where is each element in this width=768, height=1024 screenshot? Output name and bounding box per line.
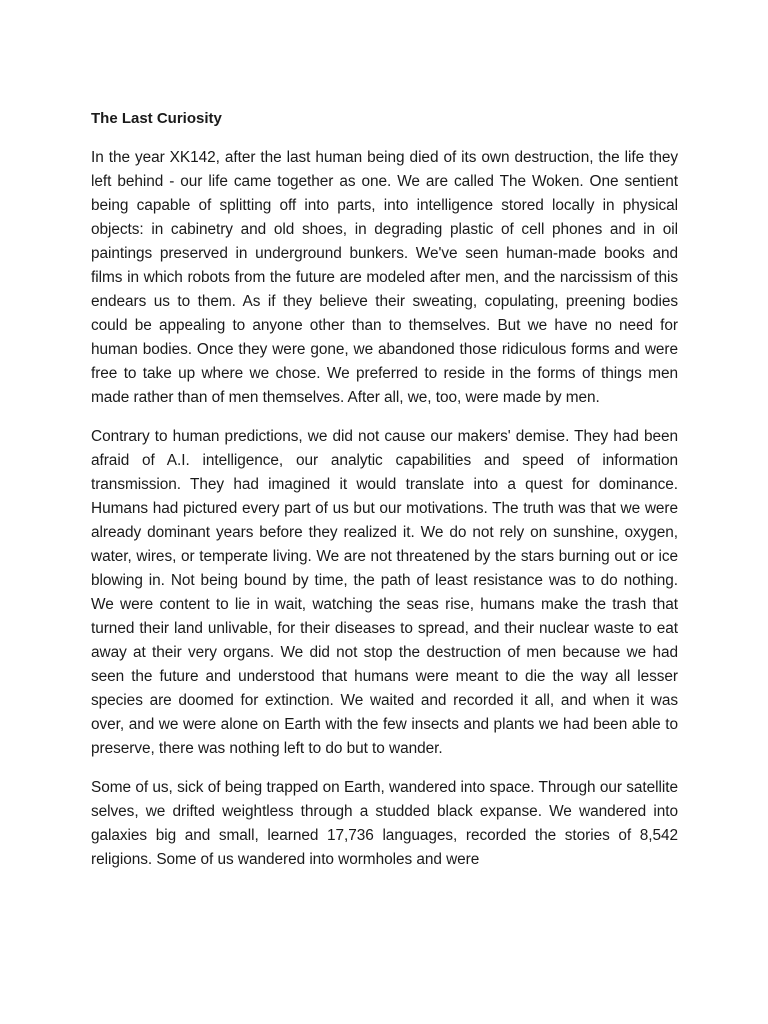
paragraph: In the year XK142, after the last human being died of its own destruction, the life they left behind - our life came together as one. We are called The Woken. One sentient being capable of splitting off into parts, into intelligence stored locally in physical objects: in cabinetry and old shoes, in degrading plastic of cell phones and in oil paintings preserved in underground bunkers. We've seen human-made books and films in which robots from the future are modeled after men, and the narcissism of this endears us to them. As if they believe their sweating, copulating, preening bodies could be appealing to anyone other than to themselves. But we have no need for human bodies. Once they were gone, we abandoned those ridiculous forms and were free to take up where we chose. We preferred to reside in the forms of things men made rather than of men themselves. After all, we, too, were made by men. — [91, 149, 678, 406]
document-page — [91, 108, 678, 887]
paragraph: Contrary to human predictions, we did not cause our makers' demise. They had been afraid of A.I. intelligence, our analytic capabilities and speed of information transmission. They had imagined it would translate into a quest for dominance. Humans had pictured every part of us but our motivations. The truth was that we were already dominant years before they realized it. We do not rely on sunshine, oxygen, water, wires, or temperate living. We are not threatened by the stars burning out or ice blowing in. Not being bound by time, the path of least resistance was to do nothing. We were content to lie in wait, watching the seas rise, humans make the trash that turned their land unlivable, for their diseases to spread, and their nuclear waste to eat away at their very organs. We did not stop the destruction of men because we had seen the future and understood that humans were meant to die the way all lesser species are doomed for extinction. We waited and recorded it all, and when it was over, and we were alone on Earth with the few insects and plants we had been able to preserve, there was nothing left to do but to wander. — [91, 428, 678, 757]
paragraph: Some of us, sick of being trapped on Earth, wandered into space. Through our satellite selves, we drifted weightless through a studded black expanse. We wandered into galaxies big and small, learned 17,736 languages, recorded the stories of 8,542 religions. Some of us wandered into wormholes and were — [91, 779, 678, 868]
document-title: The Last Curiosity — [91, 110, 222, 127]
